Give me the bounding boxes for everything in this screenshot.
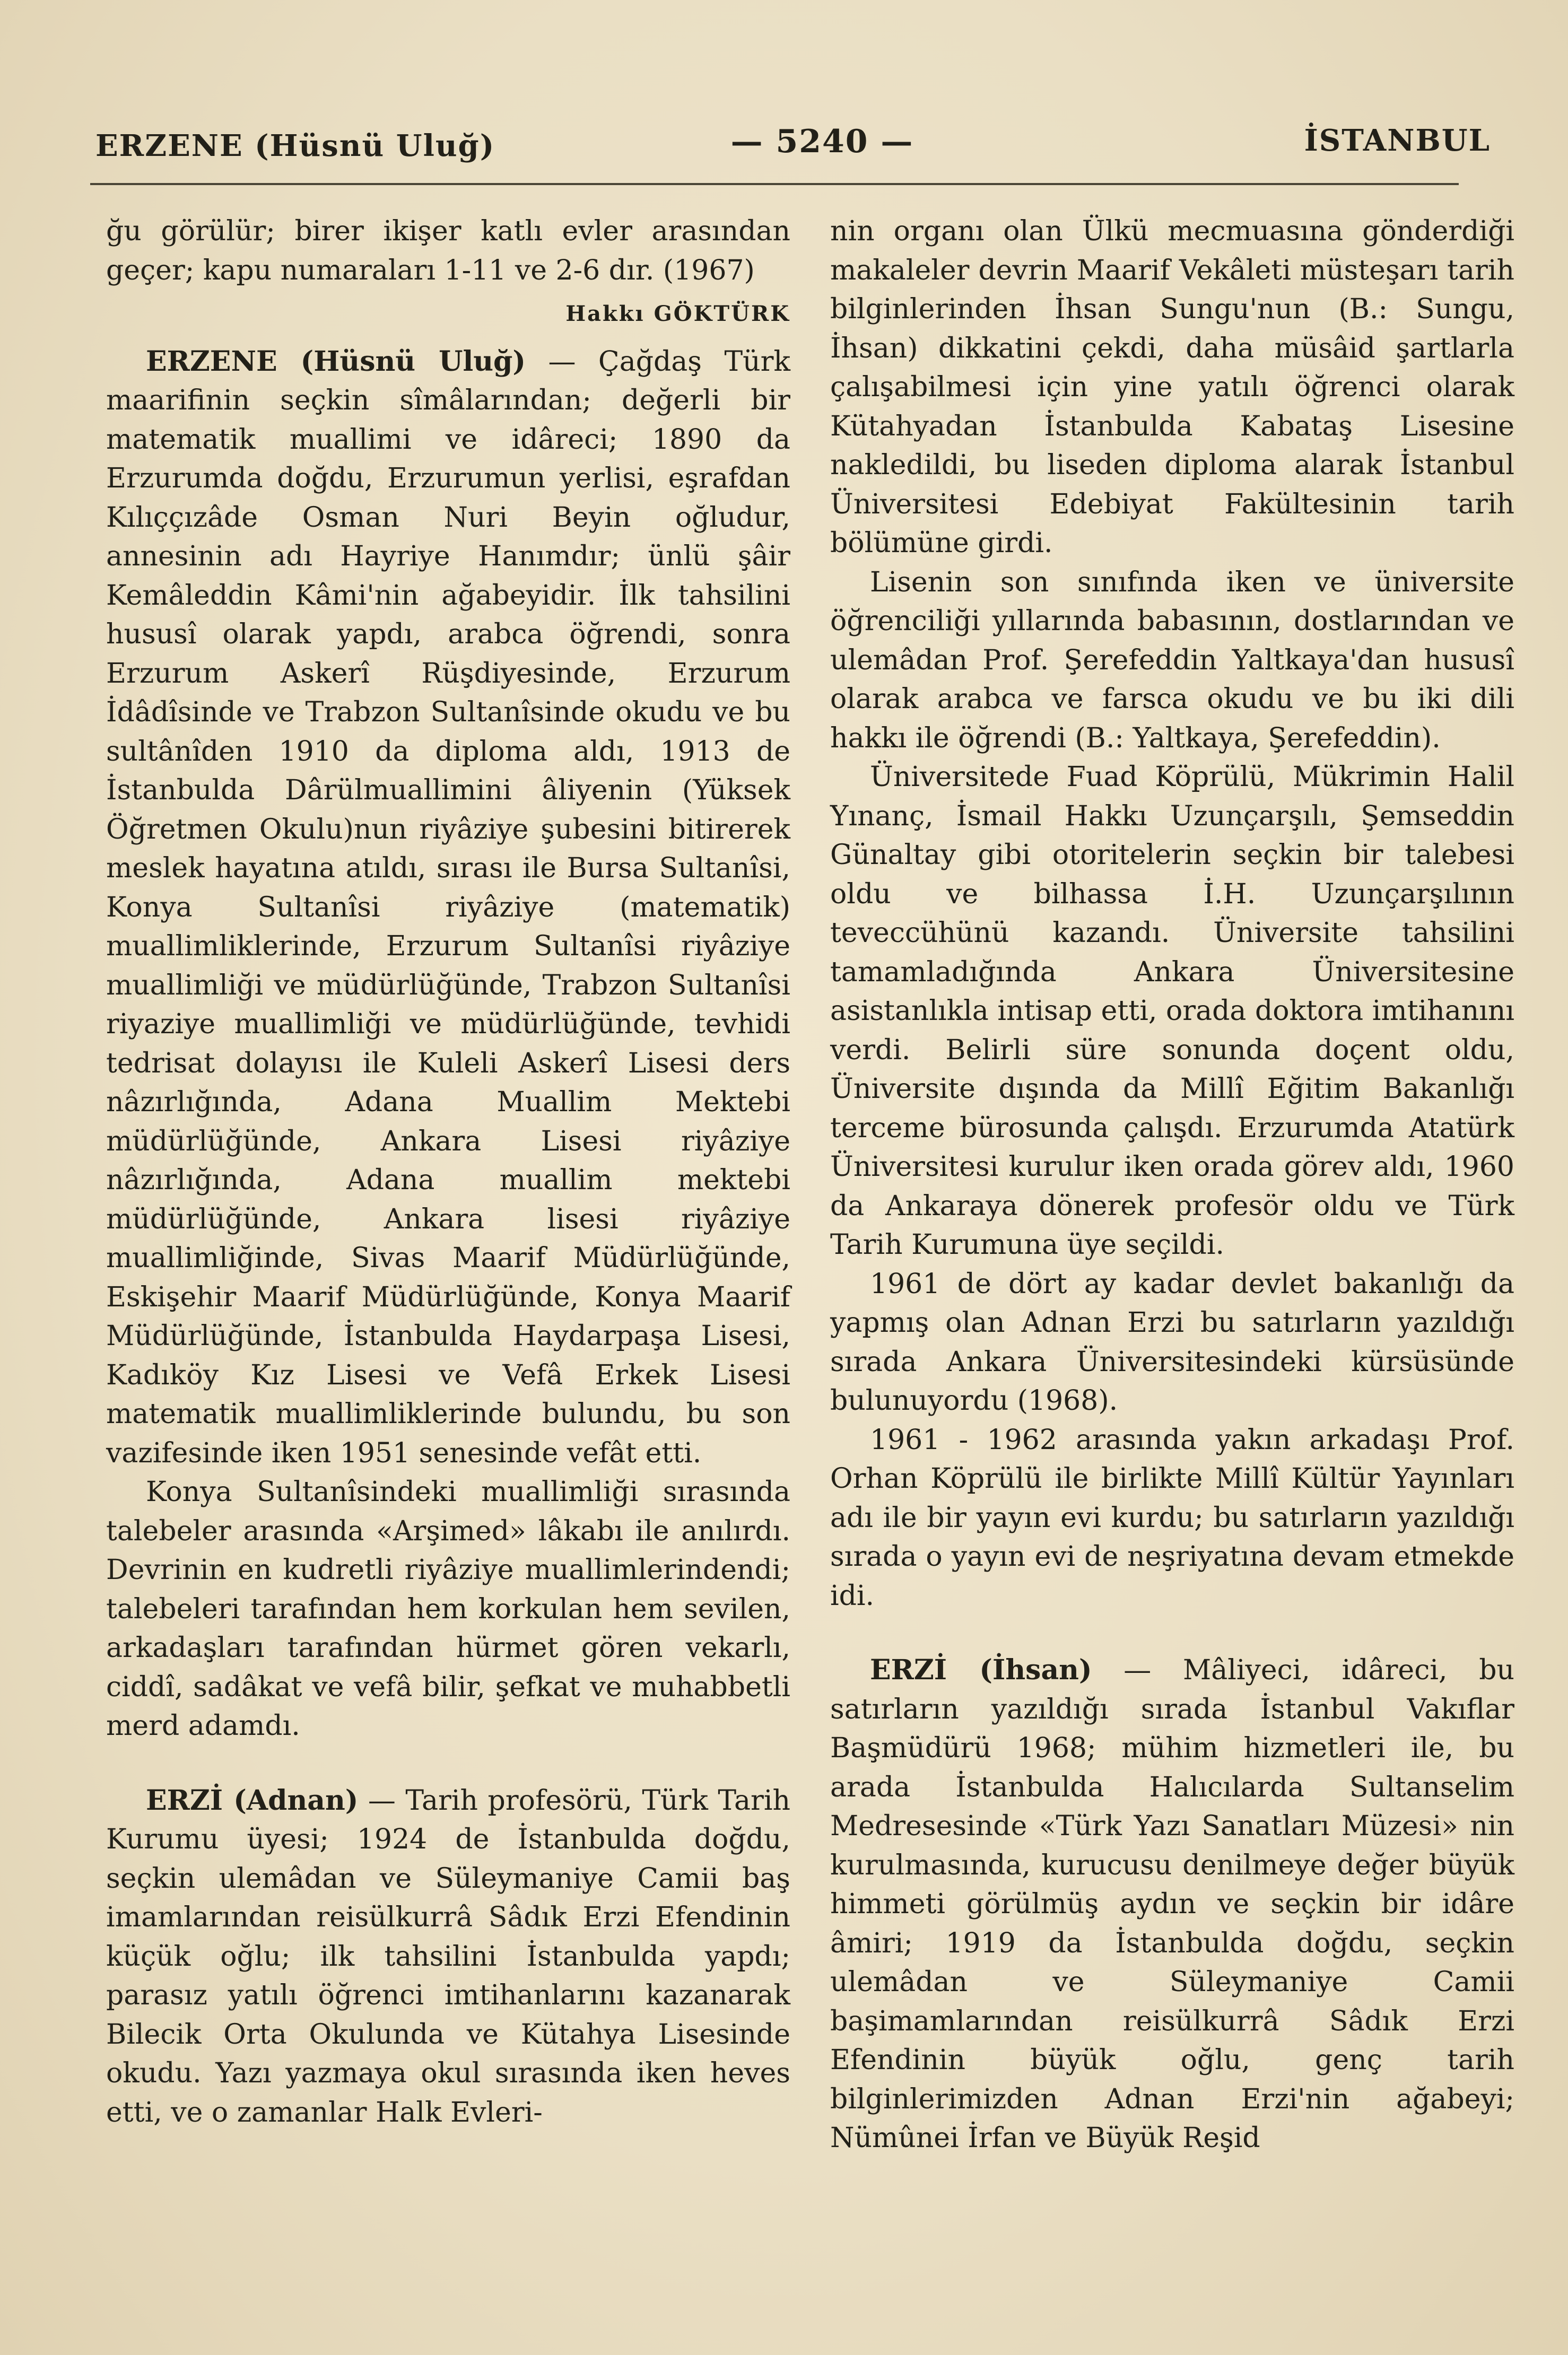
entry-heading: ERZENE (Hüsnü Uluğ) [146, 345, 526, 378]
header-city: İSTANBUL [1304, 123, 1491, 158]
right-column [830, 212, 1514, 2158]
paragraph: ğu görülür; birer ikişer katlı evler arasından geçer; kapu numaraları 1-11 ve 2-6 dır. (1967) [106, 215, 790, 286]
entry-erzi-ihsan [830, 1651, 1514, 2158]
page-number: — 5240 — [730, 123, 914, 160]
running-header [90, 118, 1501, 165]
paragraph: Konya Sultanîsindeki muallimliği sırasında talebeler arasında «Arşimed» lâkabı ile anılırdı. Devrinin en kudretli riyâziye muallimlerindendi; talebeleri tarafından hem korkulan hem sevilen, arkadaşları tarafından hürmet gören vekarlı, ciddî, sadâkat ve vefâ bilir, şefkat ve muhabbetli merd adamdı. [106, 1476, 790, 1742]
paragraph: Üniversitede Fuad Köprülü, Mükrimin Halil Yınanç, İsmail Hakkı Uzunçarşılı, Şemseddin Günaltay gibi otoritelerin seçkin bir talebesi oldu ve bilhassa İ.H. Uzunçarşılının teveccühünü kazandı. Üniversite tahsilini tamamladığında Ankara Üniversitesine asistanlıkla intisap etti, orada doktora imtihanını verdi. Belirli süre sonunda doçent oldu, Üniversite dışında da Millî Eğitim Bakanlığı terceme bürosunda çalışdı. Erzurumda Atatürk Üniversitesi kurulur iken orada görev aldı, 1960 da Ankaraya dönerek profesör oldu ve Türk Tarih Kurumuna üye seçildi. [830, 761, 1514, 1261]
entry-text: — Çağdaş Türk maarifinin seçkin sîmâlarından; değerli bir matematik muallimi ve idâreci; 1890 da Erzurumda doğdu, Erzurumun yerlisi, eşrafdan Kılıççızâde Osman Nuri Beyin oğludur, annesinin adı Hayriye Hanımdır; ünlü şâir Kemâleddin Kâmi'nin ağabeyidir. İlk tahsilini hususî olarak yapdı, arabca öğrendi, sonra Erzurum Askerî Rüşdiyesinde, Erzurum İdâdîsinde ve Trabzon Sultanîsinde okudu ve bu sultânîden 1910 da diploma aldı, 1913 de İstanbulda Dârülmuallimini âliyenin (Yüksek Öğretmen Okulu)nun riyâziye şubesini bitirerek meslek hayatına atıldı, sırası ile Bursa Sultanîsi, Konya Sultanîsi riyâziye (matematik) muallimliklerinde, Erzurum Sultanîsi riyâziye muallimliği ve müdürlüğünde, Trabzon Sultanîsi riyaziye muallimliği ve müdürlüğünde, tevhidi tedrisat dolayısı ile Kuleli Askerî Lisesi ders nâzırlığında, Adana Muallim Mektebi müdürlüğünde, Ankara Lisesi riyâziye nâzırlığında, Adana muallim mektebi müdürlüğünde, Ankara lisesi riyâziye muallimliğinde, Sivas Maarif Müdürlüğünde, Eskişehir Maarif Müdürlüğünde, Konya Maarif Müdürlüğünde, İstanbulda Haydarpaşa Lisesi, Kadıköy Kız Lisesi ve Vefâ Erkek Lisesi matematik muallimliklerinde bulundu, bu son vazifesinde iken 1951 senesinde vefât etti. [106, 345, 790, 1469]
header-entry-title: ERZENE (Hüsnü Uluğ) [95, 128, 495, 163]
header-rule [90, 183, 1459, 185]
entry-heading: ERZİ (Adnan) [146, 1784, 359, 1817]
paragraph: Lisenin son sınıfında iken ve üniversite öğrenciliği yıllarında babasının, dostlarından ve ulemâdan Prof. Şerefeddin Yaltkaya'dan hususî olarak arabca ve farsca okudu ve bu iki dili hakkı ile öğrendi (B.: Yaltkaya, Şerefeddin). [830, 566, 1514, 754]
left-column [106, 212, 790, 2132]
entry-erzene [106, 342, 790, 1473]
paragraph: 1961 - 1962 arasında yakın arkadaşı Prof. Orhan Köprülü ile birlikte Millî Kültür Yayınları adı ile bir yayın evi kurdu; bu satırların yazıldığı sırada o yayın evi de neşriyatına devam etmekde idi. [830, 1424, 1514, 1612]
author-signature: Hakkı GÖKTÜRK [565, 301, 790, 326]
entry-text: — Mâliyeci, idâreci, bu satırların yazıldığı sırada İstanbul Vakıflar Başmüdürü 1968; mühim hizmetleri ile, bu arada İstanbulda Halıcılarda Sultanselim Medresesinde «Türk Yazı Sanatları Müzesi» nin kurulmasında, kurucusu denilmeye değer büyük himmeti görülmüş aydın ve seçkin bir idâre âmiri; 1919 da İstanbulda doğdu, seçkin ulemâdan ve Süleymaniye Camii başimamlarından reisülkurrâ Sâdık Erzi Efendinin büyük oğlu, genç tarih bilginlerimizden Adnan Erzi'nin ağabeyi; Nümûnei İrfan ve Büyük Reşid [830, 1654, 1514, 2154]
paragraph: 1961 de dört ay kadar devlet bakanlığı da yapmış olan Adnan Erzi bu satırların yazıldığı sırada Ankara Üniversitesindeki kürsüsünde bulunuyordu (1968). [830, 1268, 1514, 1417]
paragraph: nin organı olan Ülkü mecmuasına gönderdiği makaleler devrin Maarif Vekâleti müsteşarı tarih bilginlerinden İhsan Sungu'nun (B.: Sungu, İhsan) dikkatini çekdi, daha müsâid şartlarla çalışabilmesi için yine yatılı öğrenci olarak Kütahyadan İstanbulda Kabataş Lisesine nakledildi, bu liseden diploma alarak İstanbul Üniversitesi Edebiyat Fakültesinin tarih bölümüne girdi. [830, 215, 1514, 559]
entry-text: — Tarih profesörü, Türk Tarih Kurumu üyesi; 1924 de İstanbulda doğdu, seçkin ulemâdan ve Süleymaniye Camii baş imamlarından reisülkurrâ Sâdık Erzi Efendinin küçük oğlu; ilk tahsilini İstanbulda yapdı; parasız yatılı öğrenci imtihanlarını kazanarak Bilecik Orta Okulunda ve Kütahya Lisesinde okudu. Yazı yazmaya okul sırasında iken heves etti, ve o zamanlar Halk Evleri- [106, 1784, 790, 2129]
entry-erzi-adnan [106, 1781, 790, 2133]
entry-heading: ERZİ (İhsan) [870, 1654, 1092, 1686]
